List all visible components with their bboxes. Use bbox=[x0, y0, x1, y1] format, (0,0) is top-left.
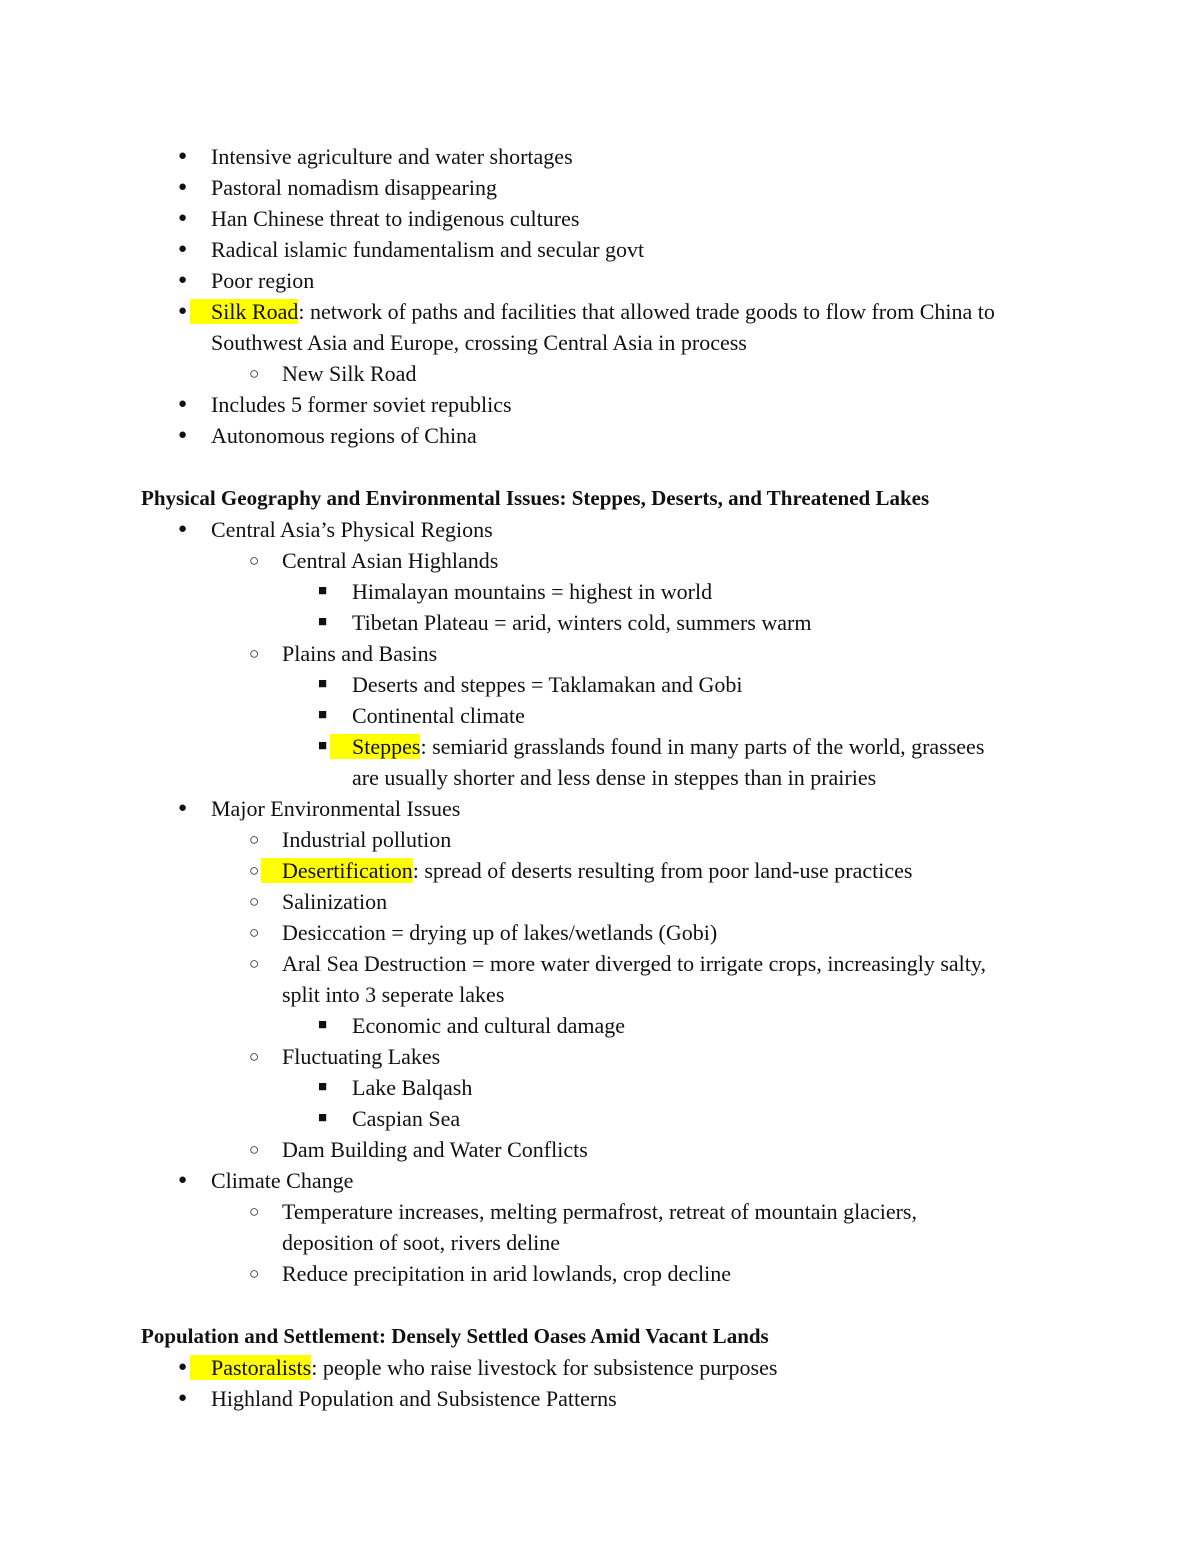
highlighted-term: Silk Road bbox=[190, 299, 298, 324]
bullet-disc: ● bbox=[178, 148, 188, 164]
bullet-disc: ● bbox=[178, 303, 188, 319]
list-item: Central Asian Highlands bbox=[282, 548, 499, 573]
bullet-circle: ○ bbox=[249, 364, 260, 383]
bullet-square: ■ bbox=[318, 614, 328, 630]
list-item: Pastoral nomadism disappearing bbox=[211, 175, 497, 200]
bullet-disc: ● bbox=[178, 800, 188, 816]
list-item: Salinization bbox=[282, 889, 388, 914]
list-item: Central Asia’s Physical Regions bbox=[211, 517, 493, 542]
list-item: Lake Balqash bbox=[352, 1075, 473, 1100]
list-item: Himalayan mountains = highest in world bbox=[352, 579, 713, 604]
list-item: Fluctuating Lakes bbox=[282, 1044, 441, 1069]
list-item: Deserts and steppes = Taklamakan and Gobi bbox=[352, 672, 743, 697]
list-item-steppes bbox=[330, 731, 984, 762]
list-item: Aral Sea Destruction = more water diverged to irrigate crops, increasingly salty, bbox=[282, 951, 986, 976]
list-item: Industrial pollution bbox=[282, 827, 452, 852]
bullet-circle: ○ bbox=[249, 551, 260, 570]
bullet-square: ■ bbox=[318, 1017, 328, 1033]
definition-continuation: are usually shorter and less dense in steppes than in prairies bbox=[352, 765, 877, 790]
bullet-circle: ○ bbox=[249, 830, 260, 849]
bullet-disc: ● bbox=[178, 179, 188, 195]
list-item: Intensive agriculture and water shortages bbox=[211, 144, 573, 169]
list-item: Desiccation = drying up of lakes/wetlands (Gobi) bbox=[282, 920, 718, 945]
list-item-pastoralists bbox=[190, 1352, 777, 1383]
highlighted-term: Desertification bbox=[261, 858, 413, 883]
bullet-disc: ● bbox=[178, 521, 188, 537]
list-item: Economic and cultural damage bbox=[352, 1013, 626, 1038]
list-item: Tibetan Plateau = arid, winters cold, summers warm bbox=[352, 610, 812, 635]
list-item: Radical islamic fundamentalism and secular govt bbox=[211, 237, 645, 262]
bullet-disc: ● bbox=[178, 396, 188, 412]
highlighted-term: Steppes bbox=[330, 734, 420, 759]
bullet-disc: ● bbox=[178, 1359, 188, 1375]
list-item: Continental climate bbox=[352, 703, 525, 728]
list-item: Temperature increases, melting permafrost, retreat of mountain glaciers, bbox=[282, 1199, 917, 1224]
section-heading-physical-geography: Physical Geography and Environmental Issues: Steppes, Deserts, and Threatened Lakes bbox=[141, 486, 930, 510]
definition-text: : people who raise livestock for subsistence purposes bbox=[311, 1355, 778, 1380]
list-item: Highland Population and Subsistence Patterns bbox=[211, 1386, 617, 1411]
bullet-square: ■ bbox=[318, 1110, 328, 1126]
bullet-circle: ○ bbox=[249, 892, 260, 911]
list-item: Includes 5 former soviet republics bbox=[211, 392, 512, 417]
bullet-square: ■ bbox=[318, 707, 328, 723]
list-item-desertification bbox=[261, 855, 912, 886]
list-item: Caspian Sea bbox=[352, 1106, 461, 1131]
bullet-circle: ○ bbox=[249, 1264, 260, 1283]
bullet-disc: ● bbox=[178, 427, 188, 443]
bullet-disc: ● bbox=[178, 272, 188, 288]
definition-continuation: Southwest Asia and Europe, crossing Central Asia in process bbox=[211, 330, 747, 355]
bullet-square: ■ bbox=[318, 676, 328, 692]
definition-text: : spread of deserts resulting from poor land-use practices bbox=[412, 858, 913, 883]
bullet-circle: ○ bbox=[249, 1140, 260, 1159]
list-item: Poor region bbox=[211, 268, 315, 293]
bullet-disc: ● bbox=[178, 1390, 188, 1406]
list-item: Dam Building and Water Conflicts bbox=[282, 1137, 588, 1162]
bullet-circle: ○ bbox=[249, 923, 260, 942]
section-heading-population: Population and Settlement: Densely Settled Oases Amid Vacant Lands bbox=[141, 1324, 769, 1348]
list-item: Reduce precipitation in arid lowlands, crop decline bbox=[282, 1261, 732, 1286]
definition-text: : network of paths and facilities that allowed trade goods to flow from China to bbox=[298, 299, 995, 324]
bullet-square: ■ bbox=[318, 738, 328, 754]
list-item: Han Chinese threat to indigenous cultures bbox=[211, 206, 580, 231]
bullet-circle: ○ bbox=[249, 644, 260, 663]
bullet-square: ■ bbox=[318, 583, 328, 599]
list-item: Climate Change bbox=[211, 1168, 354, 1193]
bullet-circle: ○ bbox=[249, 1202, 260, 1221]
list-item-silk-road bbox=[190, 296, 995, 327]
list-item: Major Environmental Issues bbox=[211, 796, 461, 821]
bullet-circle: ○ bbox=[249, 954, 260, 973]
highlighted-term: Pastoralists bbox=[190, 1355, 311, 1380]
bullet-circle: ○ bbox=[249, 1047, 260, 1066]
list-item: Plains and Basins bbox=[282, 641, 438, 666]
list-item-continuation: split into 3 seperate lakes bbox=[282, 982, 505, 1007]
bullet-circle: ○ bbox=[249, 861, 260, 880]
list-item: New Silk Road bbox=[282, 361, 417, 386]
bullet-square: ■ bbox=[318, 1079, 328, 1095]
bullet-disc: ● bbox=[178, 210, 188, 226]
list-item-continuation: deposition of soot, rivers deline bbox=[282, 1230, 561, 1255]
bullet-disc: ● bbox=[178, 1172, 188, 1188]
definition-text: : semiarid grasslands found in many parts of the world, grassees bbox=[420, 734, 985, 759]
bullet-disc: ● bbox=[178, 241, 188, 257]
list-item: Autonomous regions of China bbox=[211, 423, 477, 448]
